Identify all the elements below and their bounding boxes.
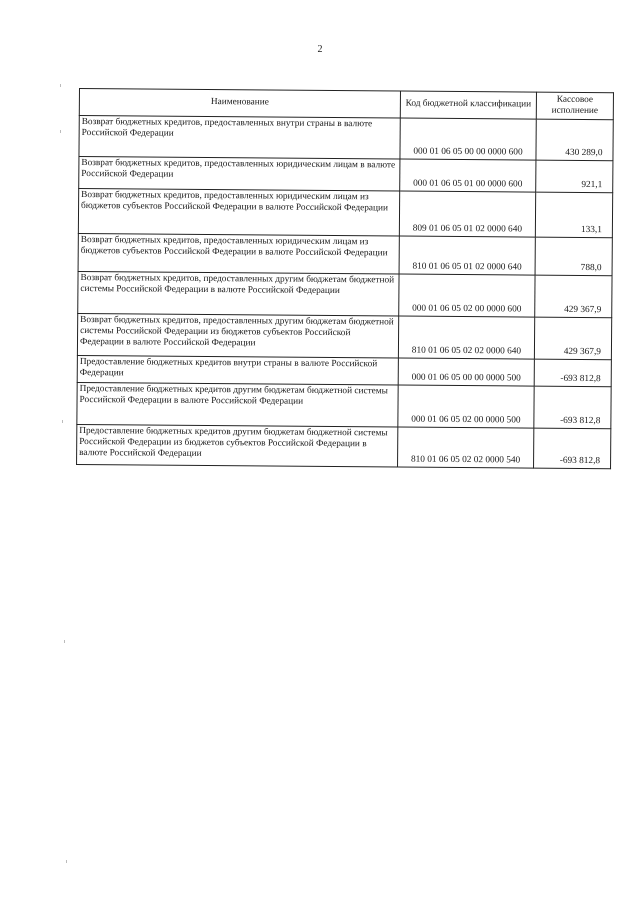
row-code: 000 01 06 05 02 00 0000 500 (398, 385, 534, 428)
row-code: 000 01 06 05 01 00 0000 600 (400, 159, 536, 192)
table-row (77, 355, 611, 386)
row-code: 810 01 06 05 02 02 0000 540 (398, 427, 534, 468)
row-amount: 788,0 (535, 237, 612, 276)
table-row (78, 189, 612, 238)
scan-speck (60, 130, 61, 133)
table-row (78, 271, 612, 317)
row-code: 000 01 06 05 02 00 0000 600 (399, 274, 535, 317)
row-amount: -693 812,8 (534, 386, 611, 429)
row-amount: 921,1 (536, 160, 613, 193)
row-amount: 429 367,9 (534, 317, 611, 360)
row-name: Возврат бюджетных кредитов, предоставленных другим бюджетам бюджетной системы Российской Федерации из бюджетов субъектов Российской Федерации в валюте Российской Федерации (77, 313, 398, 358)
table-row (79, 157, 613, 193)
row-amount: 133,1 (535, 192, 612, 238)
row-name: Предоставление бюджетных кредитов другим бюджетам бюджетной системы Российской Федерации в валюте Российской Федерации (77, 382, 398, 427)
scan-speck (62, 420, 63, 423)
row-name: Возврат бюджетных кредитов, предоставленных юридическим лицам в валюте Российской Федерации (79, 157, 400, 192)
table-row (77, 382, 611, 428)
header-name: Наименование (79, 89, 400, 119)
table-row (79, 116, 613, 161)
row-amount: -693 812,8 (534, 359, 611, 387)
page-number: 2 (317, 44, 323, 55)
row-name: Возврат бюджетных кредитов, предоставленных юридическим лицам из бюджетов субъектов Российской Федерации в валюте Российской Федерации (78, 189, 399, 237)
row-amount: -693 812,8 (534, 428, 611, 469)
row-name: Предоставление бюджетных кредитов другим бюджетам бюджетной системы Российской Федерации из бюджетов субъектов Российской Федерации в валюте Российской Федерации (77, 424, 398, 467)
budget-credits-table (76, 88, 614, 469)
scan-speck (60, 84, 61, 87)
row-name: Возврат бюджетных кредитов, предоставленных внутри страны в валюте Российской Федерации (79, 116, 400, 160)
row-name: Возврат бюджетных кредитов, предоставленных другим бюджетам бюджетной системы Российской Федерации в валюте Российской Федерации (78, 271, 399, 316)
scan-speck (66, 860, 67, 863)
row-code: 810 01 06 05 01 02 0000 640 (399, 236, 535, 275)
header-code: Код бюджетной классификации (400, 91, 536, 119)
row-amount: 430 289,0 (536, 119, 613, 161)
table-row (77, 424, 611, 468)
header-amount: Кассовое исполнение (536, 92, 613, 120)
row-code: 000 01 06 05 00 00 0000 600 (400, 118, 536, 160)
scan-speck (64, 640, 65, 643)
row-amount: 429 367,9 (535, 275, 612, 318)
row-name: Предоставление бюджетных кредитов внутри страны в валюте Российской Федерации (77, 355, 398, 385)
table-row (78, 233, 612, 275)
row-name: Возврат бюджетных кредитов, предоставленных юридическим лицам из бюджетов субъектов Российской Федерации в валюте Российской Федерации (78, 233, 399, 274)
table-row (77, 313, 611, 359)
row-code: 810 01 06 05 02 02 0000 640 (398, 316, 534, 359)
row-code: 809 01 06 05 01 02 0000 640 (399, 191, 535, 237)
table-header-row (79, 89, 613, 120)
row-code: 000 01 06 05 00 00 0000 500 (398, 358, 534, 386)
